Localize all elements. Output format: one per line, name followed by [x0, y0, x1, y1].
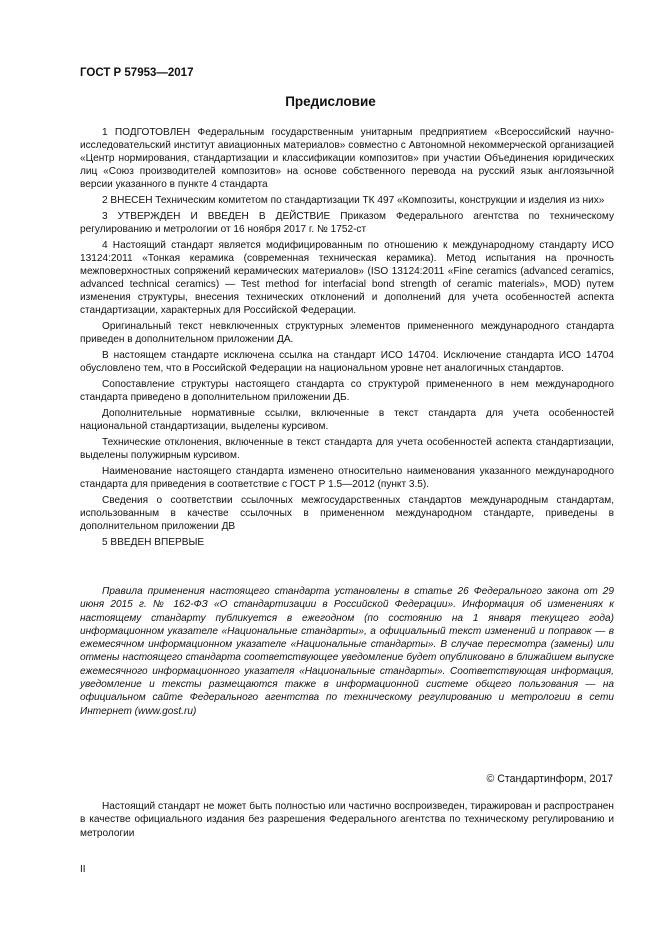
paragraph-technical-deviations: Технические отклонения, включенные в текст стандарта для учета особенностей аспекта стандартизации, выделены полужирным курсивом.: [80, 437, 614, 461]
paragraph-structure-comparison: Сопоставление структуры настоящего стандарта со структурой примененного в нем международного стандарта приведено в дополнительном приложении ДБ.: [80, 379, 614, 403]
paragraph-reference-info: Сведения о соответствии ссылочных межгосударственных стандартов международным стандартам, использованным в качестве ссылочных в примененном международном стандарте, приведены в дополнительном приложении ДВ: [80, 495, 614, 532]
notice-text: Правила применения настоящего стандарта установлены в статье 26 Федерального закона от 29 июня 2015 г. № 162-ФЗ «О стандартизации в Российской Федерации». Информация об изменениях к настоящему стандарту публикуется в ежегодном (по состоянию на 1 января текущего года) информационном указателе «Национальные стандарты», а официальный текст изменений и поправок — в ежемесячном информационном указателе «Национальные стандарты». В случае пересмотра (замены) или отмены настоящего стандарта соответствующее уведомление будет опубликовано в ближайшем выпуске ежемесячного информационного указателя «Национальные стандарты». Соответствующая информация, уведомление и тексты размещаются также в информационной системе общего пользования — на официальном сайте Федерального агентства по техническому регулированию и метрологии в сети Интернет (www.gost.ru): [80, 586, 614, 717]
foreword-body: [80, 126, 614, 552]
paragraph-excluded-reference: В настоящем стандарте исключена ссылка на стандарт ИСО 14704. Исключение стандарта ИСО 14704 обусловлено тем, что в Российской Федерации на национальном уровне нет аналогичных стандартов.: [80, 350, 614, 374]
copyright: © Стандартинформ, 2017: [486, 773, 613, 785]
page-title: Предисловие: [285, 94, 376, 109]
legal-notice: [80, 800, 614, 840]
paragraph-original-text: Оригинальный текст невключенных структурных элементов примененного международного стандарта приведен в дополнительном приложении ДА.: [80, 321, 614, 345]
document-code: ГОСТ Р 57953—2017: [80, 67, 194, 79]
paragraph-modified: 4 Настоящий стандарт является модифицированным по отношению к международному стандарту ИСО 13124:2011 «Тонкая керамика (современная техническая керамика). Метод испытания на прочность межповерхностных сопряжений керамических материалов» (ISO 13124:2011 «Fine ceramics (advanced ceramics, advanced technical ceramics) — Test method for interfacial bond strength of ceramic materials», MOD) путем изменения структуры, внесения технических отклонений и дополнений для учета особенностей аспекта стандартизации, характерных для Российской Федерации.: [80, 240, 614, 316]
paragraph-introduced: 5 ВВЕДЕН ВПЕРВЫЕ: [102, 537, 205, 548]
application-rules-notice: [80, 585, 614, 718]
paragraph-additional-references: Дополнительные нормативные ссылки, включенные в текст стандарта для учета особенностей национальной стандартизации, выделены курсивом.: [80, 408, 614, 432]
paragraph-approved: 3 УТВЕРЖДЕН И ВВЕДЕН В ДЕЙСТВИЕ Приказом Федерального агентства по техническому регулированию и метрологии от 16 ноября 2017 г. № 1752-ст: [80, 211, 614, 235]
paragraph-submitted: 2 ВНЕСЕН Техническим комитетом по стандартизации ТК 497 «Композиты, конструкции и изделия из них»: [102, 195, 605, 206]
legal-text: Настоящий стандарт не может быть полностью или частично воспроизведен, тиражирован и распространен в качестве официального издания без разрешения Федерального агентства по техническому регулированию и метрологии: [80, 801, 614, 839]
page-number: II: [80, 864, 86, 875]
paragraph-prepared: 1 ПОДГОТОВЛЕН Федеральным государственным унитарным предприятием «Всероссийский научно-исследовательский институт авиационных материалов» совместно с Автономной некоммерческой организацией «Центр нормирования, стандартизации и классификации композитов» при участии Объединения юридических лиц «Союз производителей композитов» на основе собственного перевода на русский язык англоязычной версии указанного в пункте 4 стандарта: [80, 127, 614, 190]
paragraph-title-change: Наименование настоящего стандарта изменено относительно наименования указанного международного стандарта для приведения в соответствие с ГОСТ Р 1.5—2012 (пункт 3.5).: [80, 466, 614, 490]
